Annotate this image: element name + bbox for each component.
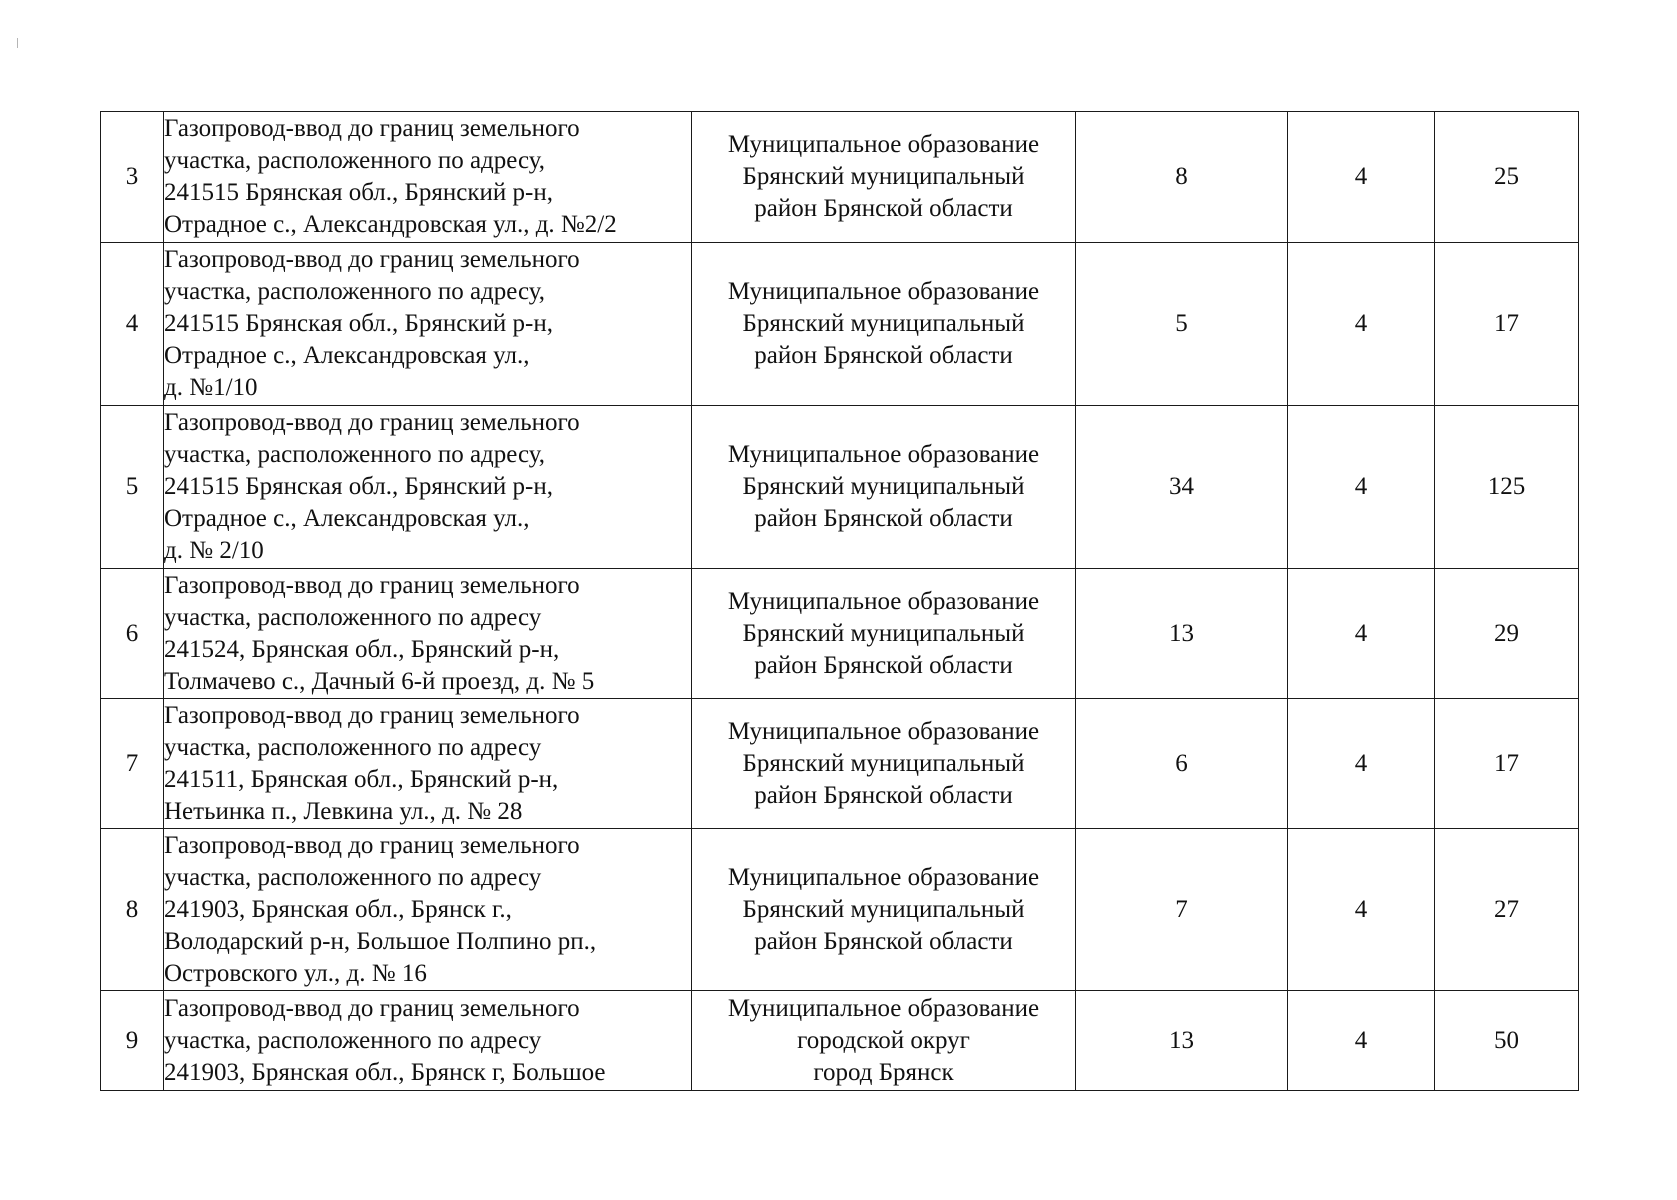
text-line: Отрадное с., Александровская ул., xyxy=(164,342,530,369)
gas-pipeline-table xyxy=(100,111,1579,1091)
value-cell-3: 25 xyxy=(1435,112,1579,243)
row-number: 3 xyxy=(101,112,164,243)
owner-name xyxy=(692,406,1076,569)
value-cell-1: 7 xyxy=(1076,829,1288,991)
text-line: Муниципальное образование xyxy=(727,131,1040,158)
text-line: Газопровод-ввод до границ земельного xyxy=(164,246,580,273)
text-line: городской округ xyxy=(797,1026,970,1054)
object-name xyxy=(164,406,692,569)
text-line: участка, расположенного по адресу, xyxy=(164,441,546,468)
text-line: район Брянской области xyxy=(754,781,1013,809)
owner-name xyxy=(692,829,1076,991)
table-row xyxy=(101,243,1579,406)
text-line: 241903, Брянская обл., Брянск г., xyxy=(164,895,512,923)
text-line: участка, расположенного по адресу, xyxy=(164,147,546,174)
text-line: Муниципальное образование xyxy=(727,863,1040,891)
text-line: Муниципальное образование xyxy=(727,994,1040,1022)
text-line: Островского ул., д. № 16 xyxy=(164,959,427,987)
text-line: д. №1/10 xyxy=(164,374,258,401)
table-body xyxy=(101,112,1579,1091)
text-line: 241524, Брянская обл., Брянский р-н, xyxy=(164,635,560,663)
value-cell-3: 17 xyxy=(1435,699,1579,829)
text-line: 241511, Брянская обл., Брянский р-н, xyxy=(164,765,559,793)
table-row xyxy=(101,406,1579,569)
value-cell-1: 13 xyxy=(1076,569,1288,699)
text-line: район Брянской области xyxy=(754,927,1013,955)
row-number: 9 xyxy=(101,991,164,1091)
value-cell-3: 125 xyxy=(1435,406,1579,569)
value-cell-1: 13 xyxy=(1076,991,1288,1091)
text-line: участка, расположенного по адресу xyxy=(164,1026,542,1054)
text-line: Газопровод-ввод до границ земельного xyxy=(164,115,580,142)
value-cell-2: 4 xyxy=(1288,569,1435,699)
text-line: город Брянск xyxy=(813,1058,954,1086)
owner-name xyxy=(692,569,1076,699)
owner-name xyxy=(692,699,1076,829)
value-cell-2: 4 xyxy=(1288,243,1435,406)
text-line: Нетьинка п., Левкина ул., д. № 28 xyxy=(164,797,523,825)
text-line: Газопровод-ввод до границ земельного xyxy=(164,701,580,729)
row-number: 4 xyxy=(101,243,164,406)
text-line: Муниципальное образование xyxy=(727,441,1040,468)
text-line: Газопровод-ввод до границ земельного xyxy=(164,409,580,436)
row-number: 8 xyxy=(101,829,164,991)
text-line: 241515 Брянская обл., Брянский р-н, xyxy=(164,473,553,500)
object-name xyxy=(164,112,692,243)
text-line: Газопровод-ввод до границ земельного xyxy=(164,831,580,859)
object-name xyxy=(164,569,692,699)
text-line: 241903, Брянская обл., Брянск г, Большое xyxy=(164,1058,606,1086)
table-row xyxy=(101,829,1579,991)
text-line: Муниципальное образование xyxy=(727,717,1040,745)
text-line: Брянский муниципальный xyxy=(742,749,1025,777)
row-number: 5 xyxy=(101,406,164,569)
text-line: Отрадное с., Александровская ул., xyxy=(164,505,530,532)
text-line: Отрадное с., Александровская ул., д. №2/2 xyxy=(164,211,617,238)
value-cell-3: 27 xyxy=(1435,829,1579,991)
value-cell-2: 4 xyxy=(1288,406,1435,569)
text-line: 241515 Брянская обл., Брянский р-н, xyxy=(164,310,553,337)
text-line: Газопровод-ввод до границ земельного xyxy=(164,994,580,1022)
text-line: Брянский муниципальный xyxy=(742,473,1025,500)
text-line: участка, расположенного по адресу xyxy=(164,603,542,631)
object-name xyxy=(164,243,692,406)
value-cell-2: 4 xyxy=(1288,112,1435,243)
text-line: район Брянской области xyxy=(754,195,1013,222)
object-name xyxy=(164,699,692,829)
text-line: участка, расположенного по адресу xyxy=(164,863,542,891)
row-number: 7 xyxy=(101,699,164,829)
text-line: Муниципальное образование xyxy=(727,278,1040,305)
table-row xyxy=(101,112,1579,243)
text-line: район Брянской области xyxy=(754,505,1013,532)
row-number: 6 xyxy=(101,569,164,699)
text-line: район Брянской области xyxy=(754,651,1013,679)
value-cell-2: 4 xyxy=(1288,829,1435,991)
text-line: д. № 2/10 xyxy=(164,537,264,564)
value-cell-3: 29 xyxy=(1435,569,1579,699)
value-cell-2: 4 xyxy=(1288,699,1435,829)
value-cell-1: 5 xyxy=(1076,243,1288,406)
value-cell-3: 17 xyxy=(1435,243,1579,406)
table-row xyxy=(101,569,1579,699)
value-cell-3: 50 xyxy=(1435,991,1579,1091)
value-cell-1: 6 xyxy=(1076,699,1288,829)
text-line: 241515 Брянская обл., Брянский р-н, xyxy=(164,179,553,206)
table-row xyxy=(101,699,1579,829)
object-name xyxy=(164,829,692,991)
owner-name xyxy=(692,243,1076,406)
value-cell-1: 34 xyxy=(1076,406,1288,569)
value-cell-1: 8 xyxy=(1076,112,1288,243)
text-line: Володарский р-н, Большое Полпино рп., xyxy=(164,927,597,955)
text-line: участка, расположенного по адресу xyxy=(164,733,542,761)
owner-name xyxy=(692,112,1076,243)
table-row xyxy=(101,991,1579,1091)
text-line: участка, расположенного по адресу, xyxy=(164,278,546,305)
text-line: Брянский муниципальный xyxy=(742,310,1025,337)
text-line: Брянский муниципальный xyxy=(742,895,1025,923)
value-cell-2: 4 xyxy=(1288,991,1435,1091)
text-line: Толмачево с., Дачный 6-й проезд, д. № 5 xyxy=(164,667,595,695)
text-line: Брянский муниципальный xyxy=(742,619,1025,647)
object-name xyxy=(164,991,692,1091)
text-line: Муниципальное образование xyxy=(727,587,1040,615)
owner-name xyxy=(692,991,1076,1091)
text-line: Брянский муниципальный xyxy=(742,163,1025,190)
text-line: Газопровод-ввод до границ земельного xyxy=(164,571,580,599)
scan-edge-mark xyxy=(17,38,18,48)
text-line: район Брянской области xyxy=(754,342,1013,369)
